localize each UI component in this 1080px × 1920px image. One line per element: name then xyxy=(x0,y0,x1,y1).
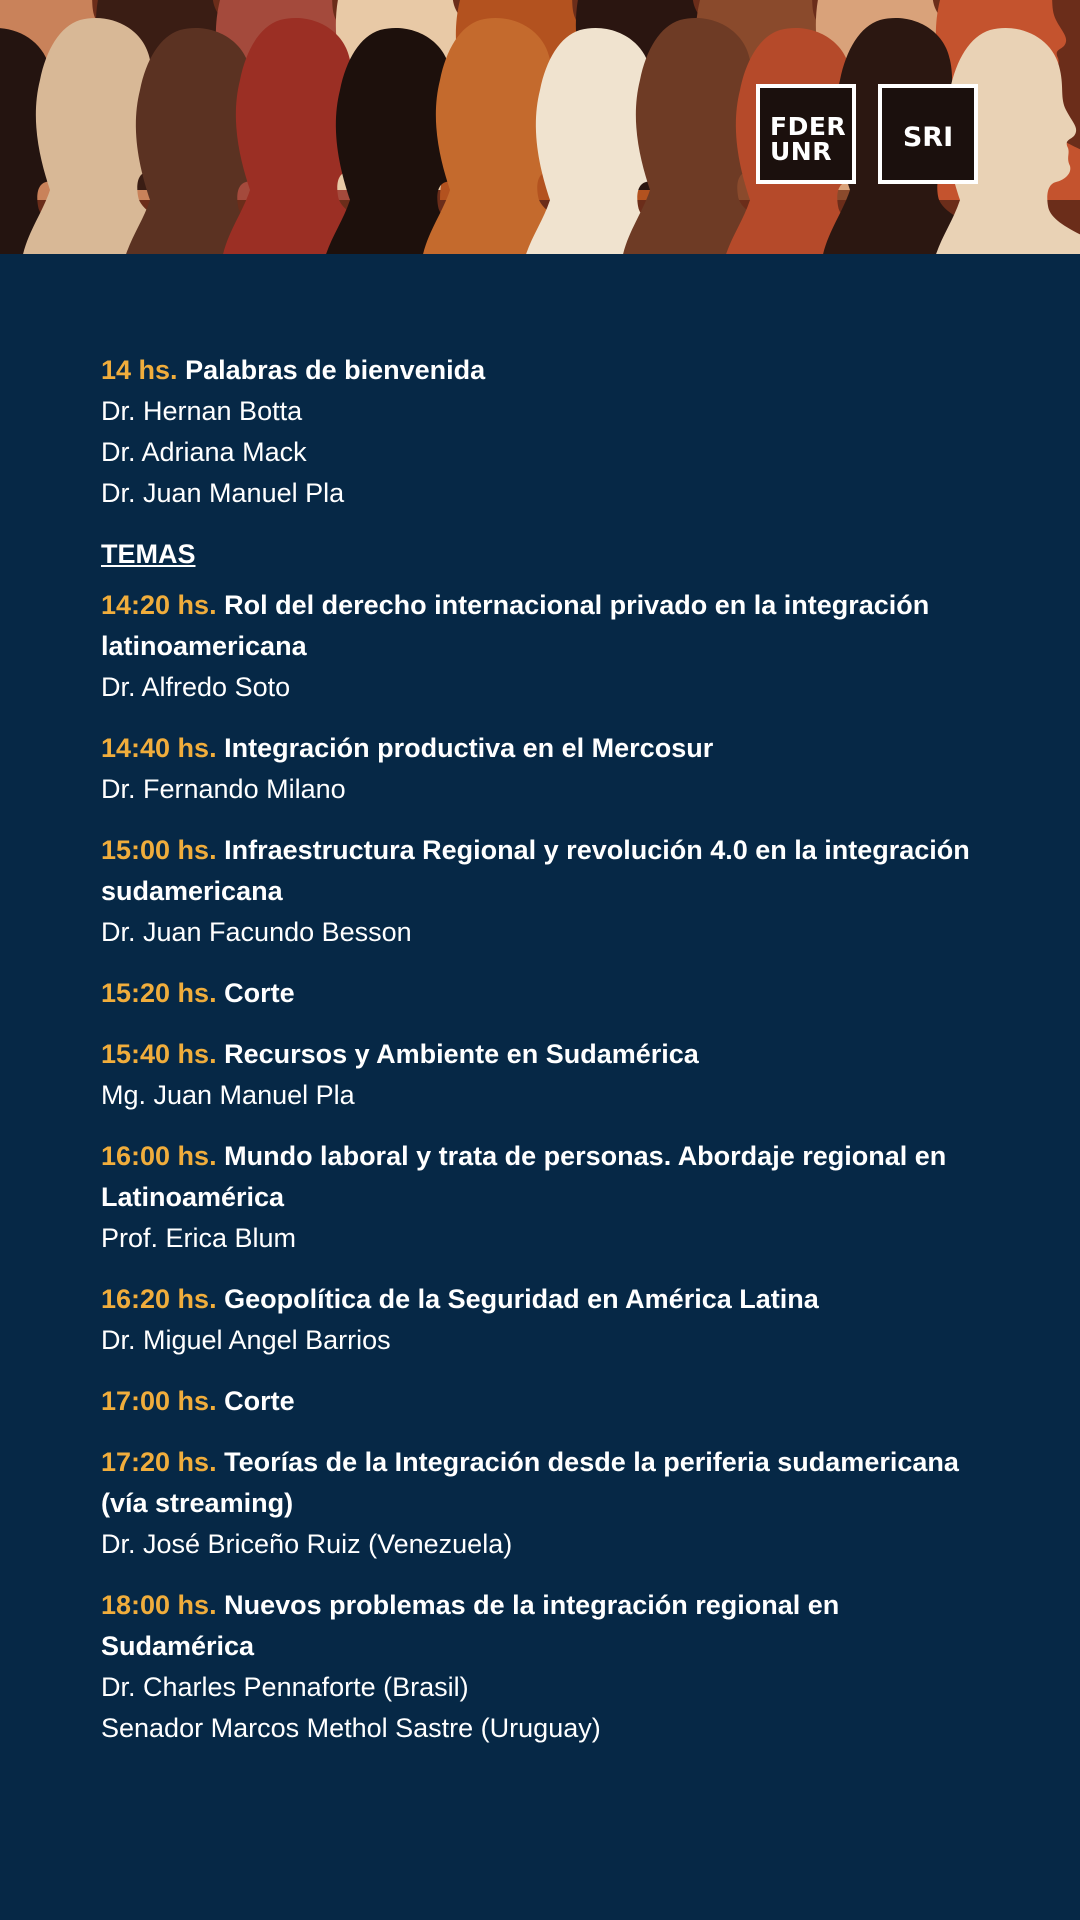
section-heading-temas: TEMAS xyxy=(101,539,196,569)
item-note: (vía streaming) xyxy=(101,1488,294,1518)
sri-logo-text: SRI xyxy=(902,122,954,153)
break-item xyxy=(101,1381,981,1422)
speaker: Dr. Hernan Botta xyxy=(101,396,303,426)
unr-logo-text: UNR xyxy=(770,137,832,166)
item-title: Corte xyxy=(224,1386,295,1416)
item-title: Recursos y Ambiente en Sudamérica xyxy=(224,1039,699,1069)
fder-unr-logo xyxy=(756,84,856,184)
item-time: 17:00 hs. xyxy=(101,1386,217,1416)
session-item xyxy=(101,1442,981,1565)
speaker: Dr. Juan Facundo Besson xyxy=(101,917,412,947)
session-item xyxy=(101,830,981,953)
item-title: Corte xyxy=(224,978,295,1008)
session-item xyxy=(101,585,981,708)
item-time: 14:40 hs. xyxy=(101,733,217,763)
session-item xyxy=(101,1034,981,1116)
sri-logo xyxy=(878,84,978,184)
item-title: Mundo laboral y trata de personas. Abordaje regional en Latinoamérica xyxy=(101,1141,947,1212)
item-title: Geopolítica de la Seguridad en América Latina xyxy=(224,1284,819,1314)
item-time: 15:00 hs. xyxy=(101,835,217,865)
speaker: Dr. José Briceño Ruiz (Venezuela) xyxy=(101,1529,513,1559)
opening-item xyxy=(101,350,981,514)
item-title: Infraestructura Regional y revolución 4.0 en la integración sudamericana xyxy=(101,835,970,906)
session-item xyxy=(101,1136,981,1259)
fder-logo-text: FDER xyxy=(770,112,847,141)
item-title: Rol del derecho internacional privado en la integración latinoamericana xyxy=(101,590,930,661)
program-schedule xyxy=(101,350,981,1769)
break-item xyxy=(101,973,981,1014)
item-title: Integración productiva en el Mercosur xyxy=(224,733,714,763)
speaker: Senador Marcos Methol Sastre (Uruguay) xyxy=(101,1713,601,1743)
speaker: Dr. Charles Pennaforte (Brasil) xyxy=(101,1672,469,1702)
session-item xyxy=(101,1279,981,1361)
speaker: Mg. Juan Manuel Pla xyxy=(101,1080,355,1110)
header-banner xyxy=(0,0,1080,254)
item-title: Nuevos problemas de la integración regional en Sudamérica xyxy=(101,1590,840,1661)
item-time: 14 hs. xyxy=(101,355,178,385)
session-item xyxy=(101,1585,981,1749)
item-time: 14:20 hs. xyxy=(101,590,217,620)
speaker: Dr. Alfredo Soto xyxy=(101,672,291,702)
session-item xyxy=(101,728,981,810)
item-title: Teorías de la Integración desde la periferia sudamericana xyxy=(224,1447,959,1477)
item-time: 15:20 hs. xyxy=(101,978,217,1008)
speaker: Prof. Erica Blum xyxy=(101,1223,297,1253)
item-time: 18:00 hs. xyxy=(101,1590,217,1620)
item-time: 16:20 hs. xyxy=(101,1284,217,1314)
speaker: Dr. Miguel Angel Barrios xyxy=(101,1325,391,1355)
item-time: 17:20 hs. xyxy=(101,1447,217,1477)
speaker: Dr. Adriana Mack xyxy=(101,437,307,467)
speaker: Dr. Juan Manuel Pla xyxy=(101,478,345,508)
item-time: 15:40 hs. xyxy=(101,1039,217,1069)
item-time: 16:00 hs. xyxy=(101,1141,217,1171)
speaker: Dr. Fernando Milano xyxy=(101,774,346,804)
item-title: Palabras de bienvenida xyxy=(185,355,486,385)
